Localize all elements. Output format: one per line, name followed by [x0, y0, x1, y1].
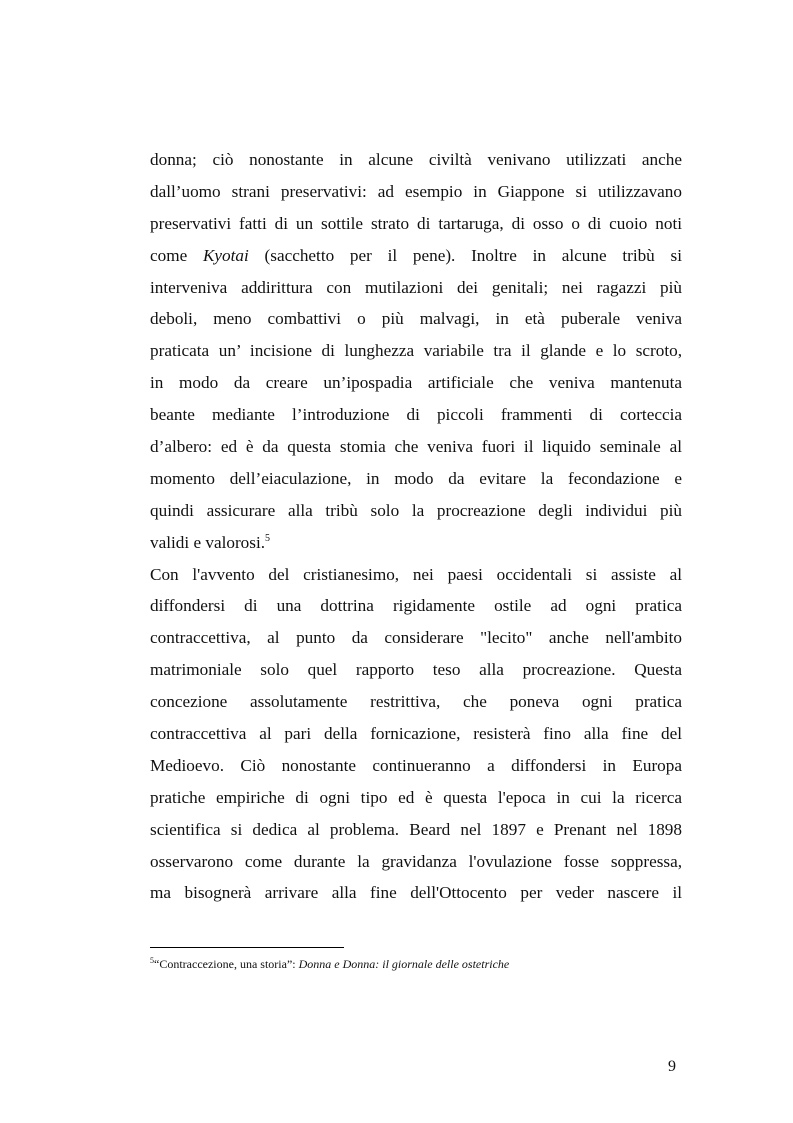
- text-line: in modo da creare un’ipospadia artificiale che veniva mantenuta: [150, 373, 682, 393]
- text-line: diffondersi di una dottrina rigidamente ostile ad ogni pratica: [150, 596, 682, 616]
- text-line: contraccettiva al pari della fornicazione, resisterà fino alla fine del: [150, 724, 682, 744]
- page-number: 9: [668, 1058, 676, 1075]
- text-line: preservativi fatti di un sottile strato di tartaruga, di osso o di cuoio noti: [150, 213, 682, 233]
- text-line: Medioevo. Ciò nonostante continueranno a diffondersi in Europa: [150, 755, 682, 775]
- body-text: [150, 144, 682, 909]
- footnote-title: “Contraccezione, una storia”:: [154, 957, 299, 971]
- text-span: (sacchetto per il pene). Inoltre in alcune tribù si: [248, 245, 682, 265]
- footnote: [150, 957, 509, 972]
- text-line: dall’uomo strani preservativi: ad esempio in Giappone si utilizzavano: [150, 181, 682, 201]
- text-line: d’albero: ed è da questa stomia che veniva fuori il liquido seminale al: [150, 437, 682, 457]
- italic-term: Kyotai: [202, 245, 249, 265]
- text-line: deboli, meno combattivi o più malvagi, in età puberale veniva: [150, 309, 682, 329]
- text-line: praticata un’ incisione di lunghezza variabile tra il glande e lo scroto,: [150, 341, 682, 361]
- text-span: come: [150, 245, 203, 265]
- text-line: pratiche empiriche di ogni tipo ed è questa l'epoca in cui la ricerca: [150, 787, 682, 807]
- text-line: beante mediante l’introduzione di piccoli frammenti di corteccia: [150, 405, 682, 425]
- text-span: validi e valorosi.: [150, 532, 266, 552]
- text-line: scientifica si dedica al problema. Beard nel 1897 e Prenant nel 1898: [150, 819, 682, 839]
- text-line: Con l'avvento del cristianesimo, nei paesi occidentali si assiste al: [150, 564, 682, 584]
- text-line: interveniva addirittura con mutilazioni dei genitali; nei ragazzi più: [150, 277, 682, 297]
- text-line: concezione assolutamente restrittiva, che poneva ogni pratica: [150, 692, 682, 712]
- text-line: momento dell’eiaculazione, in modo da evitare la fecondazione e: [150, 468, 682, 488]
- footnote-divider: [150, 947, 344, 948]
- text-line: donna; ciò nonostante in alcune civiltà venivano utilizzati anche: [150, 150, 682, 169]
- text-line: matrimoniale solo quel rapporto teso alla procreazione. Questa: [150, 660, 682, 680]
- text-line: ma bisognerà arrivare alla fine dell'Ottocento per veder nascere il: [150, 883, 682, 903]
- text-line: [150, 527, 682, 559]
- footnote-source: Donna e Donna: il giornale delle ostetriche: [298, 957, 510, 971]
- text-line: [150, 240, 682, 272]
- footnote-number: 5: [150, 956, 154, 965]
- text-line: contraccettiva, al punto da considerare "lecito" anche nell'ambito: [150, 628, 682, 648]
- text-line: quindi assicurare alla tribù solo la procreazione degli individui più: [150, 500, 682, 520]
- footnote-reference[interactable]: 5: [265, 532, 271, 544]
- text-line: osservarono come durante la gravidanza l'ovulazione fosse soppressa,: [150, 851, 682, 871]
